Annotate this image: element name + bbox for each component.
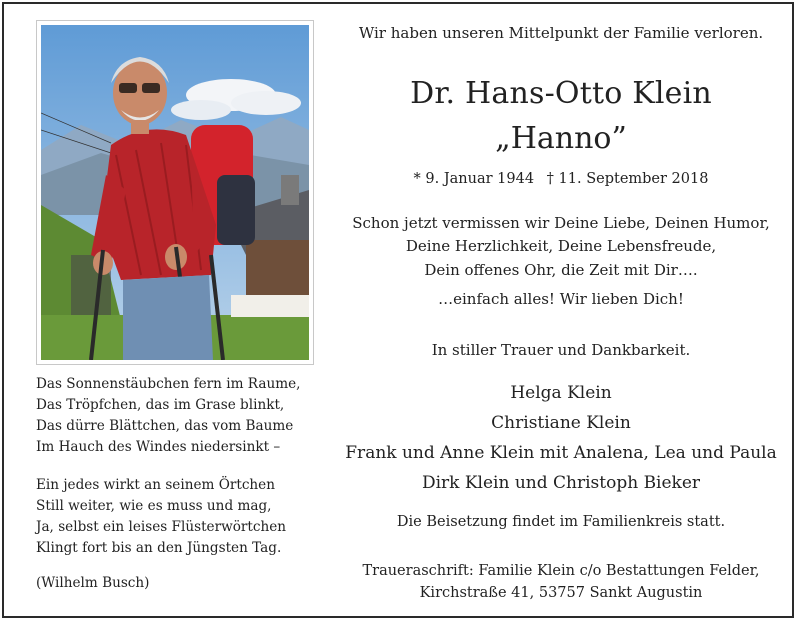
poem-line: Ja, selbst ein leises Flüsterwörtchen bbox=[36, 519, 287, 535]
deceased-name: Dr. Hans-Otto Klein bbox=[410, 76, 712, 111]
poem-stanza-2 bbox=[36, 475, 336, 559]
deceased-nickname: „Hanno” bbox=[495, 121, 627, 156]
message-line: Schon jetzt vermissen wir Deine Liebe, Deinen Humor, bbox=[352, 214, 770, 232]
portrait-photo bbox=[41, 25, 309, 360]
mourning-line: In stiller Trauer und Dankbarkeit. bbox=[431, 341, 691, 359]
family-list bbox=[330, 378, 792, 498]
love-line: …einfach alles! Wir lieben Dich! bbox=[438, 290, 684, 308]
poem bbox=[36, 374, 336, 594]
message-line: Deine Herzlichkeit, Deine Lebensfreude, bbox=[405, 237, 717, 256]
poem-stanza-1 bbox=[36, 374, 336, 458]
address-line: Traueraschrift: Familie Klein c/o Bestattungen Felder, bbox=[362, 563, 760, 579]
message bbox=[330, 212, 792, 282]
photo-frame bbox=[36, 20, 314, 365]
death-date: † 11. September 2018 bbox=[546, 171, 709, 187]
poem-line: Das Tröpfchen, das im Grase blinkt, bbox=[36, 397, 285, 413]
poem-line: Ein jedes wirkt an seinem Örtchen bbox=[36, 477, 275, 493]
life-dates bbox=[330, 171, 792, 187]
condolence-address bbox=[330, 560, 792, 604]
family-member: Helga Klein bbox=[510, 383, 612, 403]
address-line: Kirchstraße 41, 53757 Sankt Augustin bbox=[419, 585, 703, 601]
poem-line: Still weiter, wie es muss und mag, bbox=[36, 498, 272, 514]
poem-author: (Wilhelm Busch) bbox=[36, 575, 150, 591]
poem-line: Das Sonnenstäubchen fern im Raume, bbox=[36, 376, 301, 392]
birth-date: * 9. Januar 1944 bbox=[413, 171, 535, 187]
intro-line: Wir haben unseren Mittelpunkt der Familie verloren. bbox=[358, 24, 764, 42]
burial-line: Die Beisetzung findet im Familienkreis statt. bbox=[396, 514, 726, 530]
message-line: Dein offenes Ohr, die Zeit mit Dir…. bbox=[424, 260, 698, 279]
poem-line: Im Hauch des Windes niedersinkt – bbox=[36, 439, 281, 455]
poem-line: Das dürre Blättchen, das vom Baume bbox=[36, 418, 294, 434]
poem-line: Klingt fort bis an den Jüngsten Tag. bbox=[36, 540, 282, 556]
family-member: Frank und Anne Klein mit Analena, Lea und Paula bbox=[345, 443, 777, 463]
family-member: Dirk Klein und Christoph Bieker bbox=[421, 473, 701, 493]
family-member: Christiane Klein bbox=[491, 413, 631, 433]
